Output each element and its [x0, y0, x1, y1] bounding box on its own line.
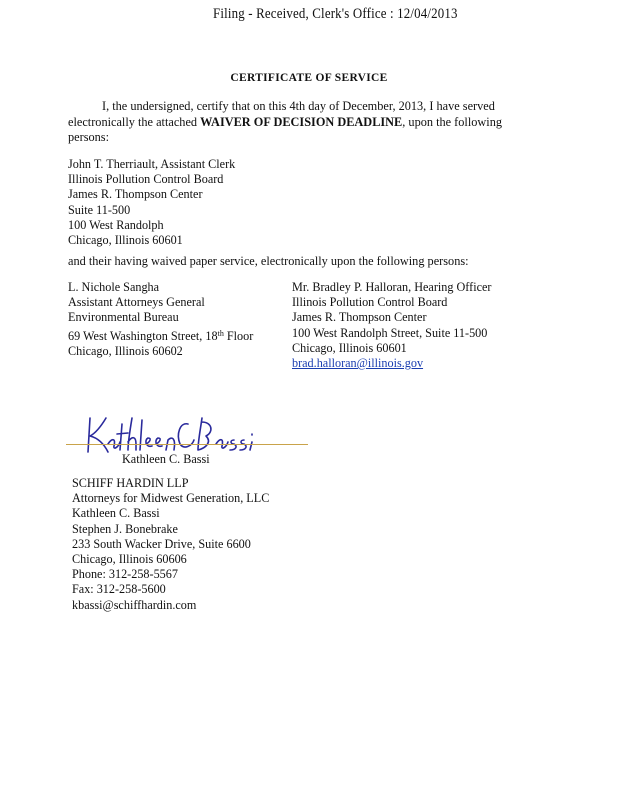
address-line: Chicago, Illinois 60602 — [68, 343, 183, 358]
signature-line — [66, 444, 308, 445]
address-line: Kathleen C. Bassi — [72, 506, 160, 521]
firm-name: SCHIFF HARDIN LLP — [72, 476, 189, 490]
handwritten-signature — [84, 408, 264, 458]
second-paragraph: and their having waived paper service, electronically upon the following persons: — [68, 254, 469, 268]
address-line: Suite 11-500 — [68, 202, 131, 217]
signer-name: Kathleen C. Bassi — [122, 452, 210, 466]
address-line: 100 West Randolph Street, Suite 11-500 — [292, 325, 488, 340]
intro-line-3: persons: — [68, 130, 109, 145]
clerk-address-block — [68, 157, 235, 248]
address-line: Chicago, Illinois 60601 — [68, 233, 183, 248]
certificate-title: CERTIFICATE OF SERVICE — [230, 72, 388, 84]
address-line: 233 South Wacker Drive, Suite 6600 — [72, 536, 251, 551]
street-text: 69 West Washington Street, 18 — [68, 328, 218, 343]
firm-block — [72, 476, 269, 613]
address-line: Stephen J. Bonebrake — [72, 521, 178, 536]
document-name: WAIVER OF DECISION DEADLINE — [200, 114, 403, 129]
intro-paragraph — [68, 99, 508, 146]
address-line: Chicago, Illinois 60606 — [72, 552, 187, 567]
address-line: Environmental Bureau — [68, 310, 179, 325]
fax-line: Fax: 312-258-5600 — [72, 582, 166, 597]
address-line — [68, 326, 253, 344]
intro-line-2-start: electronically the attached — [68, 114, 201, 129]
intro-line-1: I, the undersigned, certify that on this 4th day of December, 2013, I have served — [102, 99, 495, 113]
hearing-officer-block — [292, 280, 491, 371]
address-line: Illinois Pollution Control Board — [68, 172, 224, 187]
address-line: John T. Therriault, Assistant Clerk — [68, 157, 236, 171]
attorney-general-block — [68, 280, 253, 359]
email-link[interactable]: brad.halloran@illinois.gov — [292, 356, 424, 371]
address-line: Illinois Pollution Control Board — [292, 295, 448, 310]
phone-line: Phone: 312-258-5567 — [72, 567, 178, 582]
floor-text: Floor — [223, 328, 254, 343]
ordinal-suffix: th — [217, 328, 224, 338]
filing-stamp: Filing - Received, Clerk's Office : 12/04/2013 — [213, 6, 458, 22]
address-line: Chicago, Illinois 60601 — [292, 340, 407, 355]
address-line: L. Nichole Sangha — [68, 280, 160, 294]
address-line: James R. Thompson Center — [68, 187, 203, 202]
intro-line-2-end: , upon the following — [402, 114, 502, 129]
address-line: Mr. Bradley P. Halloran, Hearing Officer — [292, 280, 492, 294]
address-line: Assistant Attorneys General — [68, 295, 205, 310]
address-line: Attorneys for Midwest Generation, LLC — [72, 491, 270, 506]
address-line: James R. Thompson Center — [292, 310, 427, 325]
firm-email: kbassi@schiffhardin.com — [72, 597, 197, 612]
intro-line-2 — [68, 115, 508, 131]
address-line: 100 West Randolph — [68, 217, 164, 232]
